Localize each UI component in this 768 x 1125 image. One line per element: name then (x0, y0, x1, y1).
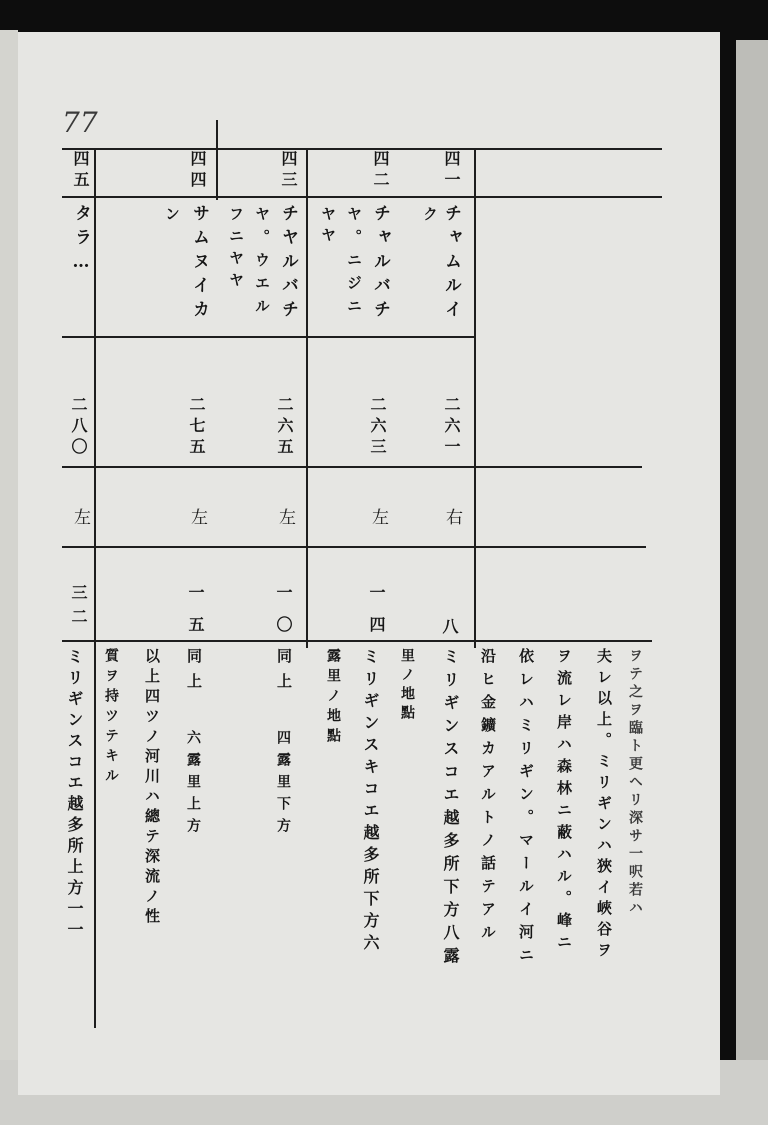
row-42-name-alt2: ヤヤ (319, 206, 337, 248)
remark-line-5: 沿ヒ金鑛カアルトノ話テアル (479, 648, 497, 947)
adjacent-page-strip (736, 40, 768, 1090)
row-41-name: チャムルイ (441, 204, 461, 324)
row-44-number: 四四 (188, 150, 207, 192)
row-43-note-2: 四露里下方 (275, 730, 291, 840)
row-41-note-2: 里ノ地點 (399, 648, 415, 724)
row-44-note-2: 六露里上方 (185, 730, 201, 840)
row-41-width: 八 (440, 618, 459, 639)
remark-line-1: ヲテ之ヲ臨ト更ヘリ深サ一呎若ハ (627, 648, 643, 918)
column-divider-a (306, 148, 308, 648)
row-43-distance: 二六五 (275, 396, 294, 459)
remark-line-3: ヲ流レ岸ハ森林ニ蔽ハル。峰ニ (555, 648, 573, 956)
remark-line-2: 夫レ以上。ミリギンハ狹イ峽谷ヲ (595, 648, 613, 963)
scan-left-edge (0, 30, 18, 1060)
table-top-rule (62, 148, 662, 150)
left-column-rule (94, 148, 96, 1028)
row-43-name-alt2: フニヤヤ (227, 206, 245, 294)
row-43-side: 左 (275, 508, 295, 525)
row-45-width: 三二 (69, 584, 88, 632)
dist-rule (62, 466, 642, 468)
row-43-width: 一〇 (274, 584, 293, 648)
row-45-note-1: ミリギンスコエ越多所上方一一 (65, 648, 84, 942)
row-43-name-alt: ヤ。ウエル (253, 206, 271, 321)
row-41-note-1: ミリギンスコエ越多所下方八露 (441, 648, 460, 970)
row-45-note-3: 質ヲ持ツテキル (103, 648, 119, 788)
row-42-note-2: 露里ノ地點 (325, 648, 341, 748)
row-45-name: タラ… (71, 204, 91, 279)
row-44-note-1: 同上 (185, 648, 203, 698)
name-rule (62, 336, 474, 338)
row-45-note-2: 以上四ツノ河川ハ總テ深流ノ性 (143, 648, 161, 928)
row-45-distance: 二八〇 (69, 396, 88, 459)
row-45-number: 四五 (71, 150, 90, 192)
row-44-name-prefix: ン (163, 206, 181, 227)
row-42-width: 一四 (367, 584, 386, 648)
row-41-name-prefix: ク (421, 206, 439, 227)
row-41-side: 右 (442, 508, 462, 525)
header-rule (62, 196, 662, 198)
row-42-note-1: ミリギンスキコエ越多所下方六 (361, 648, 380, 956)
row-45-side: 左 (70, 508, 90, 525)
row-43-number: 四三 (279, 150, 298, 192)
row-43-note-1: 同上 (275, 648, 293, 698)
row-44-name: サムヌイカ (189, 204, 209, 324)
row-41-distance: 二六一 (442, 396, 461, 459)
side-rule (62, 546, 646, 548)
column-divider-b (474, 148, 476, 648)
row-42-name: チャルバチ (370, 204, 390, 324)
header-divider (216, 120, 218, 200)
row-44-width: 一五 (186, 584, 205, 648)
row-44-side: 左 (187, 508, 207, 525)
row-42-side: 左 (368, 508, 388, 525)
row-42-distance: 二六三 (368, 396, 387, 459)
row-44-distance: 二七五 (187, 396, 206, 459)
remark-line-4: 依レハミリギン。マールイ河ニ (517, 648, 535, 970)
row-42-name-alt: ヤ。ニジニ (345, 206, 363, 321)
width-rule (62, 640, 652, 642)
page-number: 77 (62, 106, 98, 139)
row-43-name: チヤルバチ (278, 204, 298, 324)
row-41-number: 四一 (442, 150, 461, 192)
row-42-number: 四二 (371, 150, 390, 192)
